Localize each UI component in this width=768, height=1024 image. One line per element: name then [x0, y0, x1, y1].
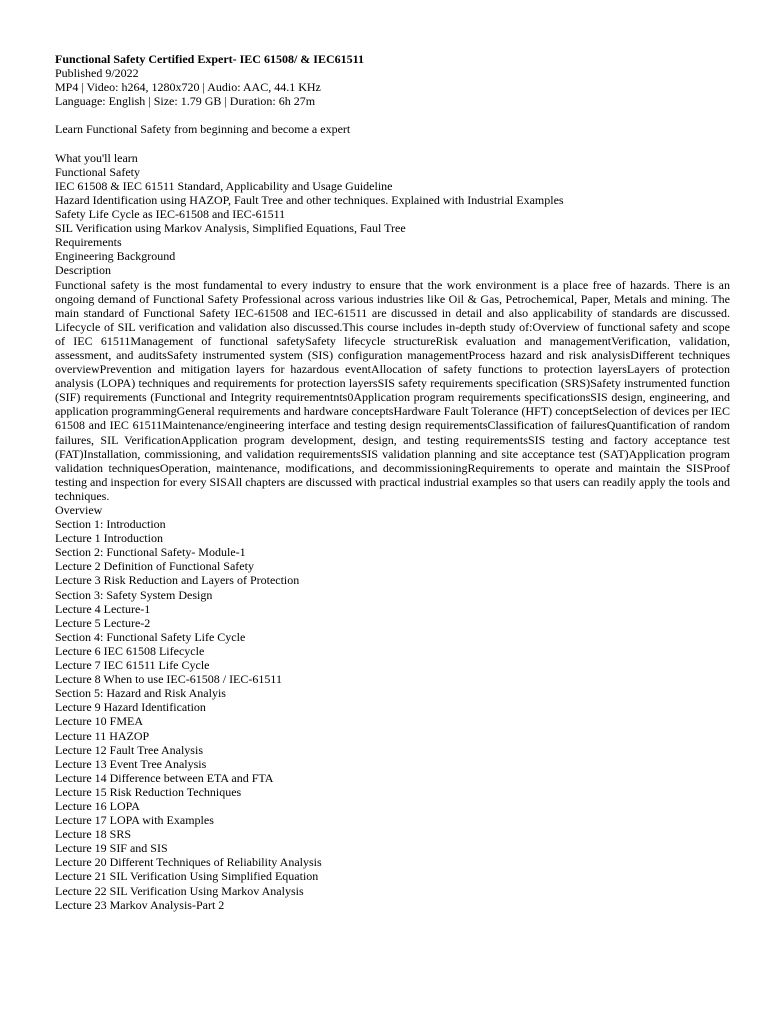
- lecture-item: Lecture 14 Difference between ETA and FTA: [55, 770, 274, 785]
- lecture-item: Lecture 13 Event Tree Analysis: [55, 756, 207, 771]
- lecture-item: Lecture 19 SIF and SIS: [55, 841, 168, 856]
- published-date: Published 9/2022: [55, 66, 139, 81]
- lecture-item: Lecture 22 SIL Verification Using Markov Analysis: [55, 883, 304, 898]
- learn-item: Safety Life Cycle as IEC-61508 and IEC-61511: [55, 207, 286, 222]
- lecture-item: Lecture 8 When to use IEC-61508 / IEC-61511: [55, 672, 282, 687]
- section-heading: Section 3: Safety System Design: [55, 587, 213, 602]
- tagline: Learn Functional Safety from beginning and become a expert: [55, 122, 351, 137]
- lecture-item: Lecture 16 LOPA: [55, 798, 140, 813]
- learn-heading: What you'll learn: [55, 150, 138, 165]
- lecture-item: Lecture 17 LOPA with Examples: [55, 813, 214, 828]
- section-heading: Section 5: Hazard and Risk Analyis: [55, 686, 226, 701]
- requirement-item: Engineering Background: [55, 249, 176, 264]
- lecture-item: Lecture 2 Definition of Functional Safety: [55, 559, 254, 574]
- description-text: Functional safety is the most fundamental to every industry to ensure that the work environment is a place free of hazards. There is an ongoing demand of Functional Safety Professional across various industries like Oil & Gas, Petrochemical, Paper, Metals and mining. The main standard of Functional Safety IEC-61508 and IEC-61511 are discussed in detail and also applicability of standards are discussed. Lifecycle of SIL verification and validation also discussed.This course includes in-depth study of:Overview of functional safety and scope of IEC 61511Management of functional safetySafety lifecycle structureRisk evaluation and managementVerification, validation, assessment, and auditsSafety instrumented system (SIS) configuration managementProcess hazard and risk analysisDifferent techniques overviewPrevention and mitigation layers for hazardous eventAllocation of safety functions to protection layersLayers of protection analysis (LOPA) techniques and requirements for protection layersSIS safety requirements specification (SRS)Safety instrumented function (SIF) requirements (Functional and Integrity requirementnts0Application program requirements specificationsSIS design, engineering, and application programmingGeneral requirements and hardware conceptsHardware Fault Tolerance (HFT) conceptSelection of devices per IEC 61508 and IEC 61511Maintenance/engineering interface and testing design requirementsClassification of failuresQuantification of random failures, SIL VerificationApplication program development, design, and testing requirementsSIS testing and factory acceptance test (FAT)Installation, commissioning, and validation requirementsSIS validation planning and site acceptance test (SAT)Application program validation techniquesOperation, maintenance, modifications, and decommissioningRequirements to operate and maintain the SISProof testing and inspection for every SISAll chapters are discussed with practical industrial examples so that users can readily apply the tools and techniques.: [55, 277, 730, 503]
- language-size-duration: Language: English | Size: 1.79 GB | Duration: 6h 27m: [55, 94, 316, 109]
- section-heading: Section 1: Introduction: [55, 517, 166, 532]
- lecture-item: Lecture 11 HAZOP: [55, 728, 150, 743]
- lecture-item: Lecture 12 Fault Tree Analysis: [55, 742, 203, 757]
- lecture-item: Lecture 4 Lecture-1: [55, 601, 151, 616]
- lecture-item: Lecture 9 Hazard Identification: [55, 700, 206, 715]
- lecture-item: Lecture 3 Risk Reduction and Layers of Protection: [55, 573, 300, 588]
- learn-item: SIL Verification using Markov Analysis, Simplified Equations, Faul Tree: [55, 221, 406, 236]
- lecture-item: Lecture 15 Risk Reduction Techniques: [55, 784, 242, 799]
- doc-title: Functional Safety Certified Expert- IEC 61508/ & IEC61511: [55, 52, 364, 66]
- media-info: MP4 | Video: h264, 1280x720 | Audio: AAC, 44.1 KHz: [55, 80, 321, 95]
- lecture-item: Lecture 23 Markov Analysis-Part 2: [55, 897, 225, 912]
- section-heading: Section 2: Functional Safety- Module-1: [55, 545, 246, 560]
- lecture-item: Lecture 7 IEC 61511 Life Cycle: [55, 658, 210, 673]
- spacer: [55, 108, 730, 122]
- overview-heading: Overview: [55, 503, 103, 517]
- learn-list: [55, 165, 730, 235]
- lecture-item: Lecture 21 SIL Verification Using Simplified Equation: [55, 869, 319, 884]
- document-body: [55, 52, 730, 912]
- spacer: [55, 137, 730, 151]
- requirements-heading: Requirements: [55, 235, 122, 250]
- lecture-item: Lecture 10 FMEA: [55, 714, 143, 729]
- lecture-item: Lecture 1 Introduction: [55, 531, 163, 546]
- description-heading: Description: [55, 263, 111, 278]
- overview-list: [55, 517, 730, 912]
- learn-item: Hazard Identification using HAZOP, Fault Tree and other techniques. Explained with Industrial Examples: [55, 192, 564, 207]
- lecture-item: Lecture 6 IEC 61508 Lifecycle: [55, 643, 205, 658]
- lecture-item: Lecture 18 SRS: [55, 827, 131, 842]
- learn-item: IEC 61508 & IEC 61511 Standard, Applicability and Usage Guideline: [55, 178, 393, 193]
- learn-item: Functional Safety: [55, 164, 140, 179]
- section-heading: Section 4: Functional Safety Life Cycle: [55, 629, 246, 644]
- lecture-item: Lecture 20 Different Techniques of Reliability Analysis: [55, 855, 322, 870]
- lecture-item: Lecture 5 Lecture-2: [55, 615, 151, 630]
